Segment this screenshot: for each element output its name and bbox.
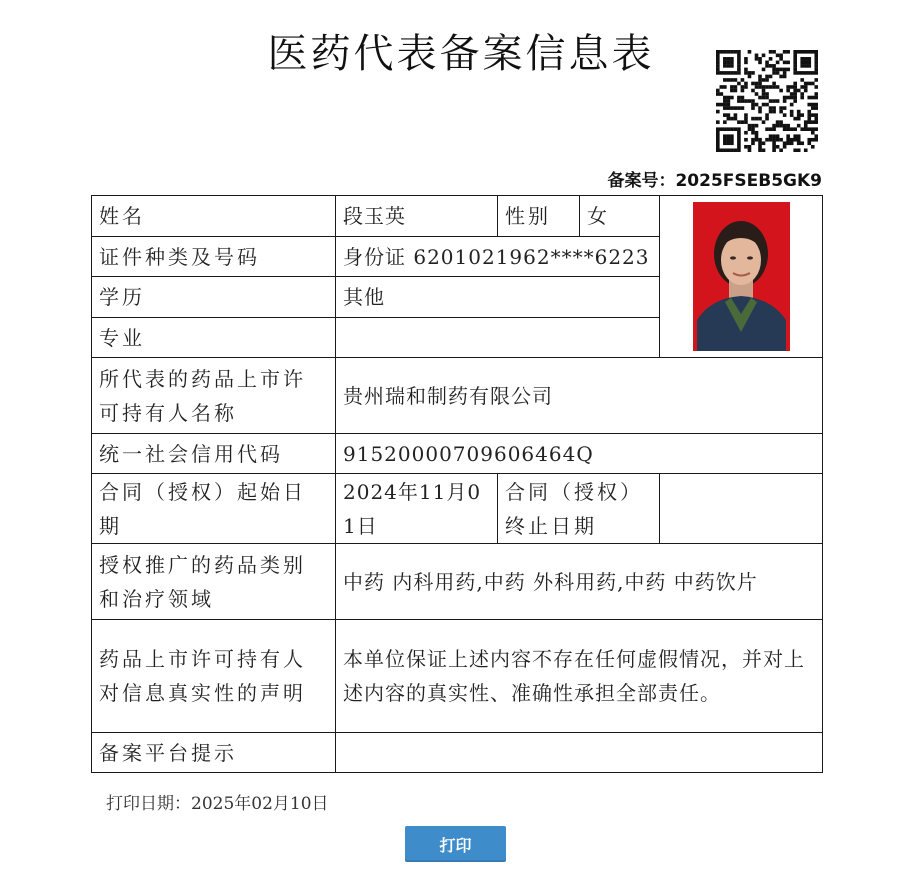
statement-label: 药品上市许可持有人对信息真实性的声明 bbox=[92, 620, 336, 733]
platform-tip-label: 备案平台提示 bbox=[92, 733, 336, 773]
end-date-value bbox=[660, 474, 823, 544]
person-photo bbox=[693, 202, 790, 351]
credit-code-value: 91520000709606464Q bbox=[336, 434, 823, 474]
platform-tip-value bbox=[336, 733, 823, 773]
page-title: 医药代表备案信息表 bbox=[267, 31, 655, 77]
credit-code-label: 统一社会信用代码 bbox=[92, 434, 336, 474]
record-number: 备案号：2025FSEB5GK9 bbox=[607, 171, 822, 191]
name-label: 姓名 bbox=[92, 196, 336, 237]
category-value: 中药 内科用药,中药 外科用药,中药 中药饮片 bbox=[336, 544, 823, 620]
major-label: 专业 bbox=[92, 318, 336, 358]
info-table bbox=[91, 195, 823, 773]
name-value: 段玉英 bbox=[336, 196, 498, 237]
holder-label: 所代表的药品上市许可持有人名称 bbox=[92, 358, 336, 434]
id-value: 身份证 6201021962****6223 bbox=[336, 237, 660, 277]
start-date-label: 合同（授权）起始日期 bbox=[92, 474, 336, 544]
qr-code-icon bbox=[716, 50, 818, 152]
start-date-value: 2024年11月01日 bbox=[336, 474, 498, 544]
category-label: 授权推广的药品类别和治疗领域 bbox=[92, 544, 336, 620]
print-button[interactable]: 打印 bbox=[405, 826, 506, 862]
gender-label: 性别 bbox=[498, 196, 580, 237]
id-label: 证件种类及号码 bbox=[92, 237, 336, 277]
major-value bbox=[336, 318, 660, 358]
gender-value: 女 bbox=[580, 196, 660, 237]
education-label: 学历 bbox=[92, 277, 336, 318]
education-value: 其他 bbox=[336, 277, 660, 318]
print-date: 打印日期：2025年02月10日 bbox=[106, 794, 329, 814]
end-date-label: 合同（授权）终止日期 bbox=[498, 474, 660, 544]
photo-cell bbox=[660, 196, 823, 358]
holder-value: 贵州瑞和制药有限公司 bbox=[336, 358, 823, 434]
statement-value: 本单位保证上述内容不存在任何虚假情况，并对上述内容的真实性、准确性承担全部责任。 bbox=[336, 620, 823, 733]
